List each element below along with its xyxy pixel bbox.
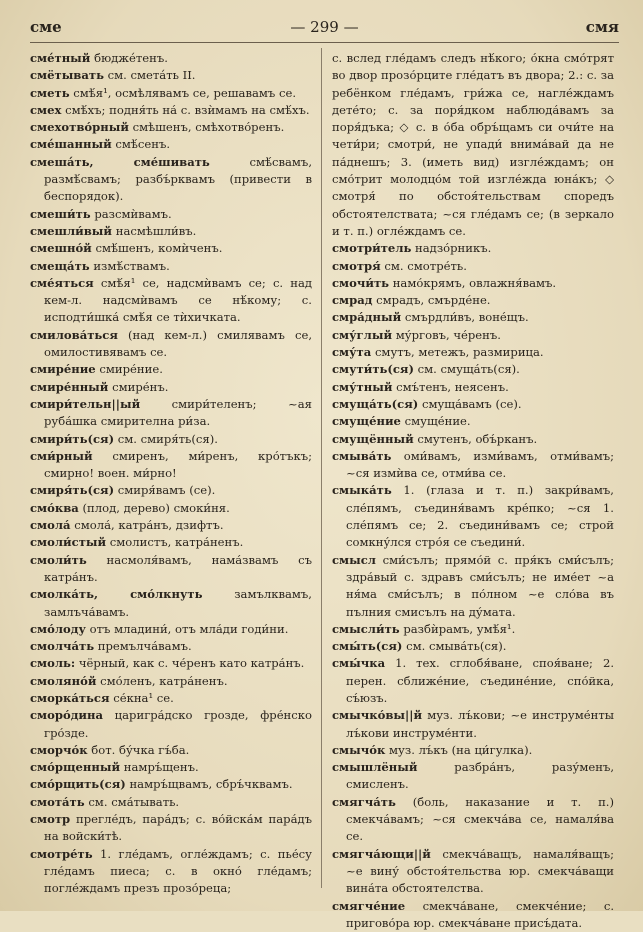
entry-headword: смéтный (30, 51, 91, 65)
entry-definition: сми́сълъ; прямо́й с. пря́къ сми́сълъ; здра́вый с. здравъ сми́сълъ; не име́ет ~а ня́ма сми́сълъ; в по́лном ~е сло́ва въ пълния смисълъ на ду́мата. (346, 552, 614, 619)
entry-headword: смыва́ть (332, 448, 392, 463)
dictionary-entry (332, 309, 614, 326)
dictionary-entry (332, 759, 614, 794)
entry-definition: смо́ленъ, катра́ненъ. (100, 673, 228, 688)
entry-headword: смычо́к (332, 742, 386, 757)
entry-headword: смилова́ться (30, 327, 118, 342)
entry-definition: муз. лъ́кови; ~е инструме́нты лъ́кови инструме́нти. (346, 708, 614, 740)
entry-definition: см. сма́тывать. (88, 794, 180, 809)
entry-headword: смрад (332, 293, 373, 308)
entry-headword: смущённый (332, 431, 414, 446)
entry-headword: смиря́ть(ся) (30, 483, 115, 498)
entry-headword: смягча́ющи||й (332, 846, 431, 861)
dictionary-entry (332, 638, 614, 655)
entry-headword: смуща́ть(ся) (332, 396, 419, 411)
entry-headword: смешно́й (30, 241, 92, 256)
dictionary-entry (30, 621, 312, 638)
page-header (30, 18, 619, 42)
dictionary-entry (30, 396, 312, 431)
dictionary-entry (30, 240, 312, 257)
entry-definition: смири́теленъ; ~ая руба́шка смирителна ри́за. (44, 396, 312, 429)
entry-definition: смекча́ващъ, намаля́ващъ; ~е вину́ обстоя́тельства юр. смекча́ващи вина́та обстоятелства. (346, 846, 614, 896)
entry-headword: сму́глый (332, 327, 393, 342)
dictionary-entry (30, 552, 312, 587)
dictionary-entry (332, 240, 614, 257)
dictionary-entry (332, 448, 614, 483)
entry-definition: смѣ́я¹ се, надсмѝвамъ се; с. над кем-л. надсмѝвамъ се нѣ́кому; с. исподти́шка́ смѣ́я се тѝхичката. (44, 275, 313, 325)
entry-headword: смо́ква (30, 500, 79, 515)
entry-headword: смути́ть(ся) (332, 362, 414, 377)
entry-definition: муз. лъ́къ (на ци́гулка). (389, 742, 533, 757)
entry-definition: смѣ́сенъ. (115, 137, 171, 152)
entry-definition: му́рговъ, че́ренъ. (395, 327, 501, 342)
entry-headword: смочи́ть (332, 275, 390, 290)
dictionary-entry (332, 655, 614, 707)
dictionary-entry (332, 552, 614, 621)
entry-definition: смуще́ние. (404, 414, 471, 429)
entry-headword: смоль: (30, 656, 76, 671)
entry-definition: смѣшенъ, смѣхотво́ренъ. (132, 120, 285, 135)
entry-headword: смысл (332, 552, 376, 567)
header-left-guide-word: сме (30, 18, 62, 36)
dictionary-entry (30, 776, 312, 793)
entry-definition: бот. бу́чка гъ́ба. (91, 742, 190, 757)
entry-headword: смы́ть(ся) (332, 639, 403, 654)
dictionary-entry (30, 102, 312, 119)
dictionary-entry (30, 707, 312, 742)
entry-headword: смоли́стый (30, 535, 107, 550)
dictionary-entry (30, 50, 312, 67)
dictionary-entry (30, 361, 312, 378)
entry-headword: смо́лоду (30, 621, 86, 636)
entry-headword: смири́ть(ся) (30, 431, 115, 446)
entry-definition: смиря́вамъ (се). (117, 483, 216, 498)
entry-definition: отъ младини́, отъ мла́ди годи́ни. (89, 621, 289, 636)
entry-headword: смоли́ть (30, 552, 87, 567)
dictionary-entry (30, 673, 312, 690)
entry-definition: 1. (глаза и т. п.) закри́вамъ, сле́пямъ, съединя́вамъ кре́пко; ~ся 1. сле́пямъ се; 2. съедини́вамъ се; строй сомкну́лся стро́я се съедини́. (346, 483, 614, 550)
dictionary-entry (30, 534, 312, 551)
dictionary-entry (332, 413, 614, 430)
entry-headword: смо́рщенный (30, 760, 121, 775)
dictionary-entry (332, 327, 614, 344)
entry-headword: смéшанный (30, 137, 112, 152)
entry-headword: смотр (30, 812, 71, 827)
dictionary-entry (332, 742, 614, 759)
dictionary-entry (30, 327, 312, 362)
entry-headword: смягча́ть (332, 794, 396, 809)
entry-definition: смъ́тенъ, неясенъ. (396, 379, 509, 394)
entry-definition: намо́крямъ, овлажня́вамъ. (392, 275, 557, 290)
entry-definition: смѣ́свамъ, размѣ́свамъ; разбъ́рквамъ (привести в беспорядок). (44, 154, 312, 204)
dictionary-entry (30, 431, 312, 448)
entry-headword: смоляно́й (30, 673, 97, 688)
entry-definition: бюджéтенъ. (94, 51, 168, 65)
dictionary-entry (332, 275, 614, 292)
entry-definition: намръ́щенъ. (123, 760, 199, 775)
entry-definition: измѣ́ствамъ. (93, 258, 170, 273)
dictionary-entry (30, 517, 312, 534)
dictionary-entry (30, 67, 312, 84)
entry-definition: смутенъ, объ́рканъ. (417, 431, 538, 446)
entry-headword: смолча́ть (30, 639, 95, 654)
entry-definition: см. сметáть II. (107, 68, 196, 83)
entry-headword: смотри́тель (332, 241, 412, 256)
dictionary-entry (30, 119, 312, 136)
dictionary-entry (332, 431, 614, 448)
entry-headword: смотря́ (332, 258, 381, 273)
entry-definition: смѣ́хъ; подня́ть на́ с. взѝмамъ на смѣ́хъ. (65, 102, 310, 117)
entry-definition: смиренъ, ми́ренъ, кро́тъкъ; смирно! воен. ми́рно! (44, 448, 313, 481)
entry-definition: разбра́нъ, разу́менъ, смисленъ. (346, 760, 615, 792)
entry-headword: смы́чка (332, 656, 386, 671)
entry-definition: смире́нъ. (112, 379, 169, 394)
entry-headword: смётывать (30, 68, 104, 83)
dictionary-entry (30, 154, 312, 206)
entry-definition: смѣ́шенъ, комѝченъ. (95, 241, 223, 256)
entry-definition: смолистъ, катра́ненъ. (109, 535, 244, 550)
entry-headword: сморчо́к (30, 742, 88, 757)
entry-definition: се́кна¹ се. (113, 690, 174, 705)
entry-definition: премълча́вамъ. (97, 639, 192, 654)
entry-headword: смышлёный (332, 760, 418, 775)
dictionary-entry (30, 846, 312, 898)
entry-definition: замълквамъ, замлъча́вамъ. (44, 587, 312, 619)
entry-headword: сму́тный (332, 379, 393, 394)
entry-headword: сму́та (332, 345, 372, 360)
dictionary-entry (30, 690, 312, 707)
entry-definition: надзо́рникъ. (415, 241, 492, 256)
entry-definition: см. смыва́ть(ся). (406, 639, 507, 654)
left-column (30, 50, 312, 898)
entry-headword: смуще́ние (332, 414, 401, 429)
dictionary-entry (30, 794, 312, 811)
entry-definition: смутъ, метежъ, размирица. (374, 345, 544, 360)
entry-definition: насмѣшли́въ. (115, 223, 197, 238)
entry-headword: смра́дный (332, 310, 402, 325)
entry-definition: оми́вамъ, изми́вамъ, отми́вамъ; ~ся измѝва се, отми́ва се. (346, 448, 615, 481)
dictionary-entry (332, 482, 614, 551)
entry-definition: смѣ́я¹, осмѣлявамъ се, решавамъ се. (73, 85, 297, 100)
dictionary-entry (30, 85, 312, 102)
entry-headword: сморо́дина (30, 708, 104, 723)
entry-headword: смо́рщить(ся) (30, 777, 126, 792)
entry-definition: смола́, катра́нъ, дзифтъ. (74, 518, 224, 533)
entry-definition: 1. гле́дамъ, огле́ждамъ; с. пье́су гле́дамъ пиеса; с. в окно́ гле́дамъ; погле́ждамъ презъ прозо́реца; (44, 846, 312, 896)
entry-definition: (над кем-л.) смилявамъ се, омилостивявамъ се. (44, 327, 313, 360)
entry-definition: разсмѝвамъ. (94, 206, 172, 221)
dictionary-entry (332, 898, 614, 932)
header-right-guide-word: смя (585, 18, 619, 36)
dictionary-entry (30, 742, 312, 759)
entry-definition: намръ́щвамъ, сбръ́чквамъ. (129, 777, 293, 792)
header-rule (30, 42, 619, 43)
entry-definition: царигра́дско грозде, фре́нско гро́зде. (44, 708, 312, 740)
entry-definition: см. смотре́ть. (384, 258, 467, 273)
entry-headword: сме́яться (30, 275, 94, 290)
entry-headword: смехотво́рный (30, 120, 129, 135)
dictionary-entry (332, 258, 614, 275)
entry-headword: смолка́ть, смо́лкнуть (30, 587, 203, 602)
dictionary-entry (30, 275, 312, 327)
dictionary-entry (30, 206, 312, 223)
entry-headword: сморка́ться (30, 690, 110, 705)
entry-headword: сми́рный (30, 448, 93, 463)
entry-definition: (боль, наказание и т. п.) смекча́вамъ; ~ся смекча́ва се, намаля́ва се. (346, 794, 615, 844)
entry-headword: смыка́ть (332, 483, 392, 498)
entry-definition: чёрный, как с. че́ренъ като катра́нъ. (78, 656, 305, 671)
entry-definition: см. смиря́ть(ся). (117, 431, 218, 446)
dictionary-entry (332, 794, 614, 846)
dictionary-entry (332, 379, 614, 396)
entry-definition: смрадъ, смърде́не. (376, 293, 491, 308)
entry-definition: смуща́вамъ (се). (421, 396, 522, 411)
entry-definition: разбѝрамъ, умѣ́я¹. (403, 621, 516, 636)
entry-headword: смешли́вый (30, 223, 113, 238)
entry-headword: смех (30, 102, 62, 117)
entry-headword: смире́нный (30, 379, 109, 394)
entry-headword: смота́ть (30, 794, 85, 809)
dictionary-entry (30, 448, 312, 483)
dictionary-entry (332, 846, 614, 898)
entry-definition: см. смуща́ть(ся). (417, 362, 520, 377)
entry-headword: смола́ (30, 518, 71, 533)
entry-definition: 1. тех. сглобя́ване, споя́ване; 2. перен. сближе́ние, съедине́ние, спо́йка, съ́юзъ. (346, 656, 615, 705)
entry-definition: смире́ние. (99, 362, 163, 377)
entry-headword: смеши́ть (30, 206, 91, 221)
dictionary-entry (30, 136, 312, 153)
dictionary-entry (30, 482, 312, 499)
column-divider (321, 48, 322, 888)
dictionary-entry (332, 50, 614, 240)
dictionary-entry (332, 344, 614, 361)
entry-definition: (плод, дерево) смоки́ня. (82, 500, 230, 515)
dictionary-entry (30, 586, 312, 621)
entry-definition: смърдли́въ, воне́щъ. (404, 310, 529, 325)
dictionary-entry (332, 621, 614, 638)
dictionary-entry (30, 379, 312, 396)
dictionary-entry (332, 361, 614, 378)
entry-headword: смире́ние (30, 362, 96, 377)
entry-headword: смещáть (30, 258, 90, 273)
entry-headword: смягче́ние (332, 898, 406, 913)
dictionary-entry (332, 707, 614, 742)
dictionary-entry (30, 655, 312, 672)
entry-definition: с. вслед гле́дамъ следъ нѣ́кого; о́кна смо́трят во двор прозо́рците гле́датъ въ двора; 2.: с. за ребёнком гле́дамъ, гри́жа се, нагле́ждамъ дете́то; с. за поря́дком наблюда́вамъ за поря́дъка; ◇ с. в о́ба обръ́щамъ си очи́те на чети́ри; смотри́, не упади́ внима́вай да не па́днешъ; 3. (иметь вид) изгле́ждамъ; он смо́трит молодцо́м той изгле́жда юна́къ; ◇ смотря́ по обстоя́тельствам споредъ обстоятелствата; ~ся гле́дамъ се; (в зеркало и т. п.) огле́ждамъ се. (332, 51, 614, 238)
dictionary-entry (30, 223, 312, 240)
entry-headword: смешáть, сме́шивать (30, 154, 210, 169)
dictionary-entry (332, 292, 614, 309)
entry-definition: смекча́ване, смекче́ние; с. пригово́ра юр. смекча́ване присъ́дата. (346, 898, 615, 930)
entry-headword: смысли́ть (332, 621, 400, 636)
dictionary-entry (30, 258, 312, 275)
right-column (332, 50, 614, 932)
dictionary-entry (30, 811, 312, 846)
entry-headword: сметь (30, 85, 70, 100)
dictionary-entry (332, 396, 614, 413)
dictionary-entry (30, 638, 312, 655)
dictionary-entry (30, 500, 312, 517)
page-number: — 299 — (290, 18, 359, 36)
entry-headword: смири́тельн||ый (30, 396, 141, 411)
dictionary-entry (30, 759, 312, 776)
entry-definition: насмоля́вамъ, нама́звамъ съ катра́нъ. (44, 552, 313, 584)
entry-headword: смотре́ть (30, 846, 93, 861)
entry-definition: прегле́дъ, пара́дъ; с. во́йска́м пара́дъ на войски́тѣ. (44, 812, 312, 844)
entry-headword: смычко́вы||й (332, 708, 423, 723)
